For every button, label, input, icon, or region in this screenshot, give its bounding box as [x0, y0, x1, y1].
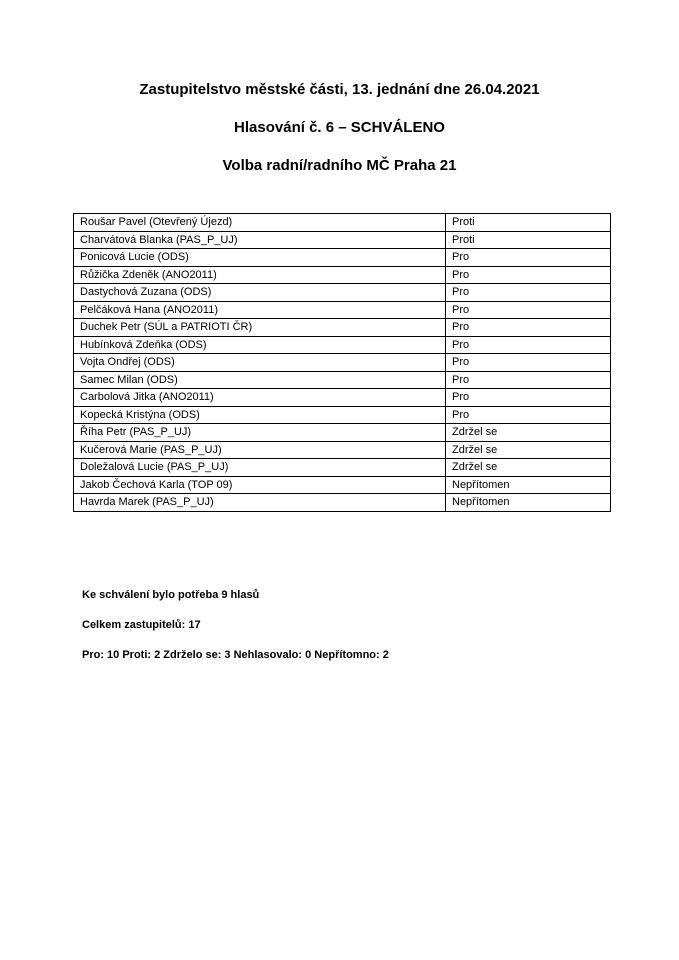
member-name-cell: Říha Petr (PAS_P_UJ) — [74, 424, 446, 442]
vote-cell: Proti — [446, 231, 611, 249]
table-row — [74, 231, 611, 249]
table-row — [74, 424, 611, 442]
vote-cell: Pro — [446, 301, 611, 319]
table-row — [74, 214, 611, 232]
table-row — [74, 284, 611, 302]
vote-cell: Proti — [446, 214, 611, 232]
table-row — [74, 494, 611, 512]
member-name-cell: Samec Milan (ODS) — [74, 371, 446, 389]
table-row — [74, 389, 611, 407]
member-name-cell: Carbolová Jitka (ANO2011) — [74, 389, 446, 407]
table-row — [74, 459, 611, 477]
meeting-title: Zastupitelstvo městské části, 13. jednání dne 26.04.2021 — [139, 81, 540, 98]
member-name-cell: Roušar Pavel (Otevřený Újezd) — [74, 214, 446, 232]
vote-cell: Zdržel se — [446, 459, 611, 477]
table-row — [74, 441, 611, 459]
table-row — [74, 249, 611, 267]
vote-cell: Pro — [446, 389, 611, 407]
vote-cell: Nepřítomen — [446, 494, 611, 512]
vote-cell: Pro — [446, 371, 611, 389]
vote-cell: Pro — [446, 266, 611, 284]
member-name-cell: Pelčáková Hana (ANO2011) — [74, 301, 446, 319]
member-name-cell: Kopecká Kristýna (ODS) — [74, 406, 446, 424]
vote-cell: Pro — [446, 354, 611, 372]
vote-table-body — [74, 214, 611, 512]
table-row — [74, 406, 611, 424]
member-name-cell: Ponicová Lucie (ODS) — [74, 249, 446, 267]
vote-cell: Nepřítomen — [446, 476, 611, 494]
member-name-cell: Dastychová Zuzana (ODS) — [74, 284, 446, 302]
vote-subject-heading: Volba radní/radního MČ Praha 21 — [222, 157, 457, 174]
table-row — [74, 371, 611, 389]
member-name-cell: Jakob Čechová Karla (TOP 09) — [74, 476, 446, 494]
vote-cell: Pro — [446, 319, 611, 337]
vote-cell: Zdržel se — [446, 424, 611, 442]
member-name-cell: Vojta Ondřej (ODS) — [74, 354, 446, 372]
summary-results: Pro: 10 Proti: 2 Zdrželo se: 3 Nehlasovalo: 0 Nepřítomno: 2 — [82, 649, 389, 661]
table-row — [74, 354, 611, 372]
member-name-cell: Charvátová Blanka (PAS_P_UJ) — [74, 231, 446, 249]
vote-cell: Pro — [446, 406, 611, 424]
member-name-cell: Duchek Petr (SÚL a PATRIOTI ČR) — [74, 319, 446, 337]
table-row — [74, 336, 611, 354]
summary-total-members: Celkem zastupitelů: 17 — [82, 619, 201, 631]
table-row — [74, 266, 611, 284]
member-name-cell: Havrda Marek (PAS_P_UJ) — [74, 494, 446, 512]
summary-required-votes: Ke schválení bylo potřeba 9 hlasů — [82, 589, 260, 601]
member-name-cell: Růžička Zdeněk (ANO2011) — [74, 266, 446, 284]
table-row — [74, 301, 611, 319]
member-name-cell: Doležalová Lucie (PAS_P_UJ) — [74, 459, 446, 477]
table-row — [74, 476, 611, 494]
vote-table — [73, 213, 611, 512]
vote-result-heading: Hlasování č. 6 – SCHVÁLENO — [234, 119, 445, 136]
vote-cell: Pro — [446, 336, 611, 354]
member-name-cell: Kučerová Marie (PAS_P_UJ) — [74, 441, 446, 459]
table-row — [74, 319, 611, 337]
vote-cell: Pro — [446, 284, 611, 302]
vote-cell: Zdržel se — [446, 441, 611, 459]
vote-cell: Pro — [446, 249, 611, 267]
member-name-cell: Hubínková Zdeňka (ODS) — [74, 336, 446, 354]
